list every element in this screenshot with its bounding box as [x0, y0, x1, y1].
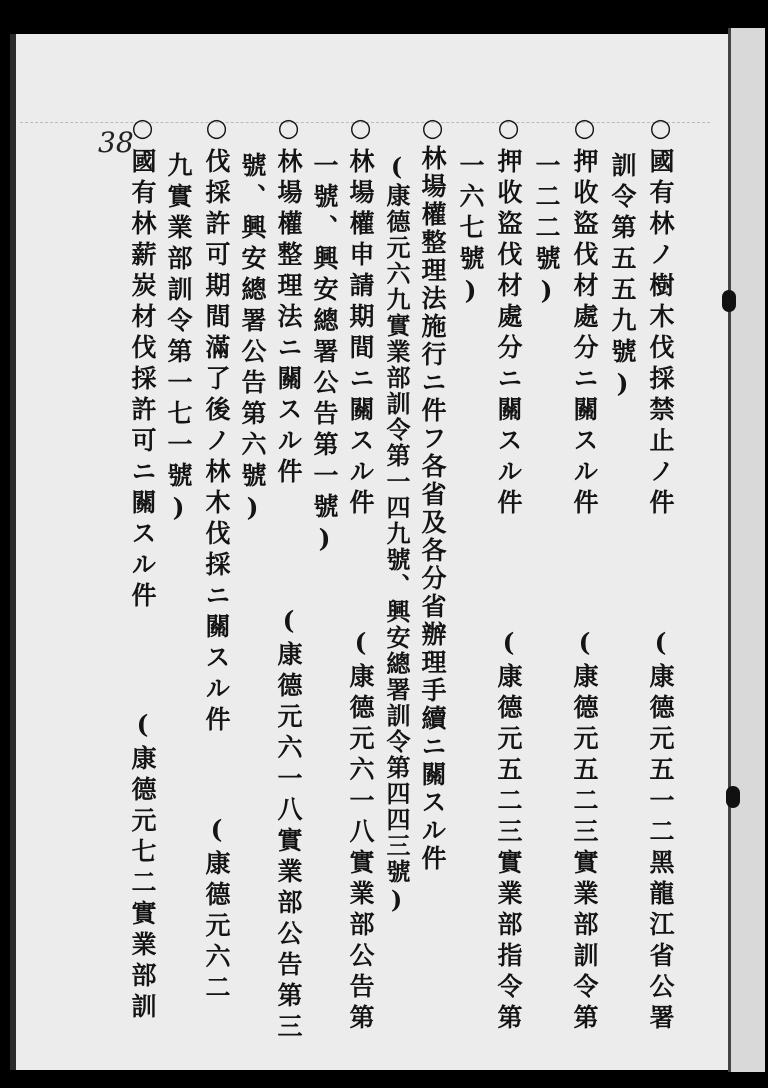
entry-7-reference: (康德元六二 — [202, 815, 231, 1005]
entry-2-title: ○押收盜伐材處分ニ關スル件 — [570, 113, 599, 520]
entry-6-title: ○林場權整理法ニ關スル件 — [274, 113, 303, 489]
adjacent-page-edge — [728, 28, 765, 1072]
binding-hole — [726, 786, 740, 808]
entry-3-reference: (康德元五二三實業部指令第 — [494, 628, 523, 1035]
entry-8-title: ○國有林薪炭材伐採許可ニ關スル件 — [128, 113, 157, 613]
entry-7-title: ○伐採許可期間滿了後ノ林木伐採ニ關スル件 — [202, 113, 231, 737]
entry-2-continuation: 一二二號) — [532, 152, 561, 311]
entry-5-continuation: 一號、興安總署公告第一號) — [310, 152, 339, 559]
entry-1-reference: (康德元五一二黑龍江省公署 — [646, 628, 675, 1035]
entry-2-reference: (康德元五二三實業部訓令第 — [570, 628, 599, 1035]
entry-6-continuation: 號、興安總署公告第六號) — [238, 152, 267, 528]
entry-4-continuation: (康德元六九實業部訓令第一四九號、興安總署訓令第四四三號) — [382, 152, 411, 916]
page-number: 38 — [98, 126, 134, 159]
entry-1-continuation: 訓令第五五九號) — [608, 152, 637, 404]
entry-1-title: ○國有林ノ樹木伐採禁止ノ件 — [646, 113, 675, 520]
entry-4-title: ○林場權整理法施行ニ件フ各省及各分省辦理手續ニ關スル件 — [418, 113, 447, 873]
entry-3-title: ○押收盜伐材處分ニ關スル件 — [494, 113, 523, 520]
entry-3-continuation: 一六七號) — [456, 152, 485, 311]
binding-hole — [722, 290, 736, 312]
entry-6-reference: (康德元六一八實業部公告第三 — [274, 606, 303, 1044]
entry-7-continuation: 九實業部訓令第一七一號) — [164, 152, 193, 528]
entry-5-title: ○林場權申請期間ニ關スル件 — [346, 113, 375, 520]
entry-8-reference: (康德元七二實業部訓 — [128, 710, 157, 1024]
entry-5-reference: (康德元六一八實業部公告第 — [346, 628, 375, 1035]
